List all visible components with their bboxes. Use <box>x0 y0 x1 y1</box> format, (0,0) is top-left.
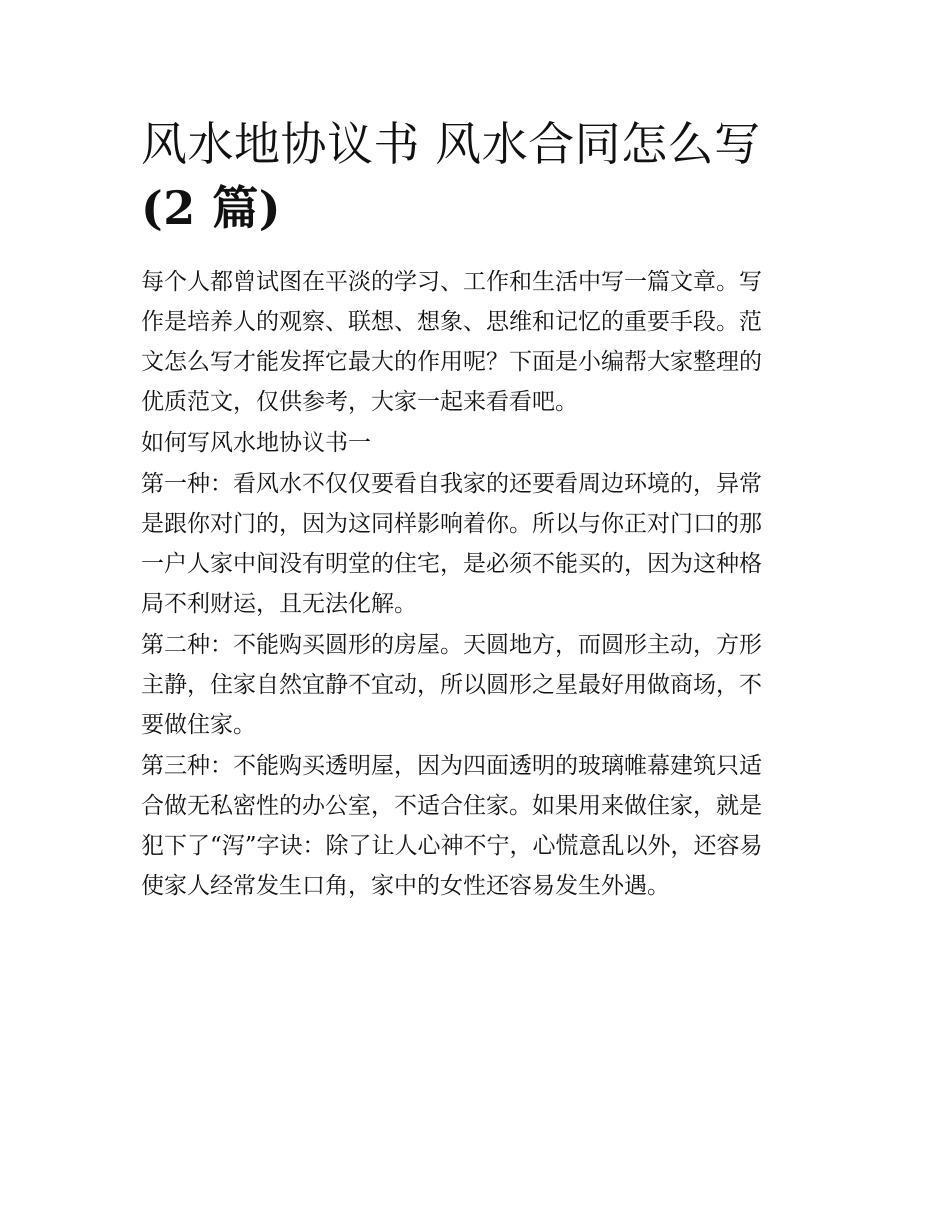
text-line: 作是培养人的观察、联想、想象、思维和记忆的重要手段。范 <box>141 309 762 335</box>
text-line: 局不利财运，且无法化解。 <box>141 591 417 617</box>
text-line: 文怎么写才能发挥它最大的作用呢？下面是小编帮大家整理的 <box>141 349 762 375</box>
text-line: 合做无私密性的办公室，不适合住家。如果用来做住家，就是 <box>141 793 762 819</box>
text-line: 优质范文，仅供参考，大家一起来看看吧。 <box>141 389 578 415</box>
text-line: 一户人家中间没有明堂的住宅，是必须不能买的，因为这种格 <box>141 551 762 577</box>
paragraph-intro <box>141 262 813 422</box>
title-main: 风水地协议书 风水合同怎么写 <box>141 117 761 171</box>
document-body <box>141 262 813 906</box>
text-line: 第三种：不能购买透明屋，因为四面透明的玻璃帷幕建筑只适 <box>141 753 762 779</box>
document-page <box>141 112 813 907</box>
text-line: 主静，住家自然宜静不宜动，所以圆形之星最好用做商场，不 <box>141 672 762 698</box>
paragraph-first <box>141 464 813 624</box>
paragraph-third <box>141 746 813 906</box>
paragraph-second <box>141 625 813 745</box>
text-line: 犯下了“泻”字诀：除了让人心神不宁，心慌意乱以外，还容易 <box>141 833 763 859</box>
text-line: 第二种：不能购买圆形的房屋。天圆地方，而圆形主动，方形 <box>141 632 762 658</box>
text-line: 如何写风水地协议书一 <box>141 430 371 456</box>
text-line: 是跟你对门的，因为这同样影响着你。所以与你正对门口的那 <box>141 511 762 537</box>
text-line: 第一种：看风水不仅仅要看自我家的还要看周边环境的，异常 <box>141 471 762 497</box>
text-line: 要做住家。 <box>141 712 256 738</box>
section-heading <box>141 423 813 463</box>
text-line: 每个人都曾试图在平淡的学习、工作和生活中写一篇文章。写 <box>141 269 762 295</box>
title-count: (2 篇) <box>141 181 282 235</box>
text-line: 使家人经常发生口角，家中的女性还容易发生外遇。 <box>141 873 670 899</box>
document-title <box>141 112 813 240</box>
